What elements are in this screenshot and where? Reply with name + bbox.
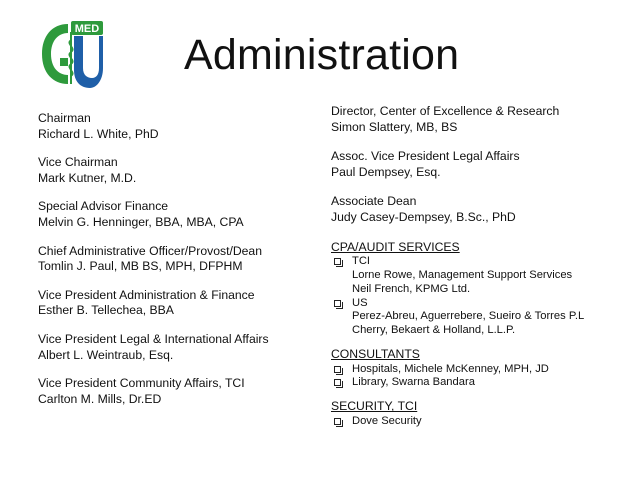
- person-name: Carlton M. Mills, Dr.ED: [38, 391, 162, 406]
- right-entry-director: [331, 104, 631, 135]
- role-label: Vice President Community Affairs, TCI: [38, 376, 245, 391]
- right-entry-assoc-vp: [331, 149, 631, 180]
- sub-line: Neil French, KPMG Ltd.: [352, 282, 471, 295]
- role-label: Director, Center of Excellence & Research: [331, 104, 560, 118]
- role-label: Chairman: [38, 111, 91, 125]
- role-label: Vice Chairman: [38, 155, 118, 170]
- list-item: [331, 415, 631, 429]
- section-heading: SECURITY, TCI: [331, 399, 418, 414]
- role-label: Chief Administrative Officer/Provost/Dean: [38, 243, 262, 258]
- person-name: Esther B. Tellechea, BBA: [38, 303, 174, 318]
- checkbox-bullet-icon: [334, 300, 341, 307]
- list-item: [331, 363, 631, 377]
- security-section: [331, 399, 631, 428]
- caduceus-logo-icon: [38, 18, 104, 92]
- group-label: TCI: [352, 255, 371, 268]
- left-entry-vp-community: [38, 376, 313, 407]
- checkbox-bullet-icon: [334, 366, 341, 373]
- sub-line: Perez-Abreu, Aguerrebere, Sueiro & Torres P.L: [352, 310, 585, 323]
- page-title: Administration: [184, 31, 460, 79]
- left-entry-vp-legal: [38, 332, 313, 363]
- left-entry-special-advisor: [38, 199, 313, 230]
- person-name: Richard L. White, PhD: [38, 126, 159, 141]
- left-entry-vice-chairman: [38, 155, 313, 186]
- role-label: Special Advisor Finance: [38, 199, 169, 214]
- person-name: Judy Casey-Dempsey, B.Sc., PhD: [331, 209, 516, 224]
- checkbox-bullet-icon: [334, 258, 341, 265]
- person-name: Simon Slattery, MB, BS: [331, 119, 458, 134]
- item-text: Library, Swarna Bandara: [352, 376, 475, 389]
- list-item: [331, 255, 631, 269]
- item-text: Hospitals, Michele McKenney, MPH, JD: [352, 362, 549, 375]
- section-heading: CPA/AUDIT SERVICES: [331, 239, 460, 254]
- consultants-section: [331, 347, 631, 390]
- sub-line: Cherry, Bekaert & Holland, L.L.P.: [352, 324, 516, 337]
- person-name: Tomlin J. Paul, MB BS, MPH, DFPHM: [38, 259, 243, 274]
- sub-line: Lorne Rowe, Management Support Services: [352, 268, 573, 281]
- group-label: US: [352, 296, 368, 309]
- role-label: Vice President Legal & International Affairs: [38, 331, 269, 346]
- person-name: Mark Kutner, M.D.: [38, 170, 137, 185]
- checkbox-bullet-icon: [334, 418, 341, 425]
- right-column: [331, 104, 631, 438]
- role-label: Assoc. Vice President Legal Affairs: [331, 149, 520, 164]
- cpa-audit-section: [331, 240, 631, 338]
- checkbox-bullet-icon: [334, 379, 341, 386]
- person-name: Paul Dempsey, Esq.: [331, 164, 441, 179]
- role-label: Vice President Administration & Finance: [38, 287, 255, 302]
- role-label: Associate Dean: [331, 194, 417, 209]
- person-name: Melvin G. Henninger, BBA, MBA, CPA: [38, 214, 244, 229]
- svg-text:MED: MED: [74, 23, 100, 35]
- person-name: Albert L. Weintraub, Esq.: [38, 347, 174, 362]
- right-entry-assoc-dean: [331, 194, 631, 225]
- left-entry-cao: [38, 244, 313, 275]
- list-item: [331, 297, 631, 311]
- left-entry-vp-admin: [38, 288, 313, 319]
- section-heading: CONSULTANTS: [331, 346, 420, 361]
- med-logo: [38, 18, 104, 92]
- left-column: [38, 111, 313, 420]
- item-text: Dove Security: [352, 414, 422, 427]
- list-item: [331, 376, 631, 390]
- left-entry-chairman: [38, 111, 313, 142]
